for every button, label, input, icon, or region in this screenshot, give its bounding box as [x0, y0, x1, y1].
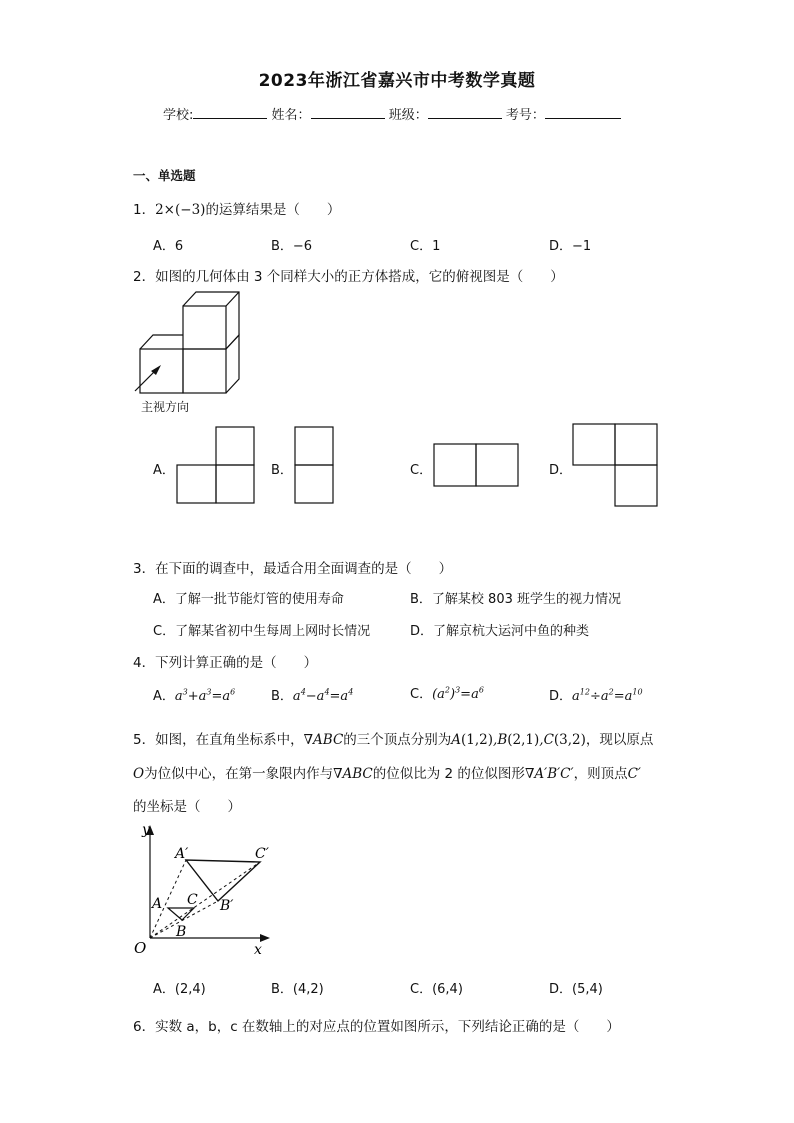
q2-option-b-label[interactable]: B． [271, 463, 293, 478]
q5-triangle-abc: ∇ABC [303, 732, 344, 748]
b-label: B [176, 924, 187, 940]
q4-option-d-label: D． [549, 689, 573, 704]
q3-option-b[interactable]: B．了解某校 803 班学生的视力情况 [410, 592, 621, 607]
class-blank[interactable] [428, 106, 502, 119]
q5-text-1c: ，现以原点 [585, 732, 654, 748]
question-4: 4．下列计算正确的是（ ） [133, 655, 318, 671]
q5-triangle-prime: ∇A′B′C′ [524, 766, 574, 782]
q2-option-a-label[interactable]: A． [153, 463, 175, 478]
q5-option-a[interactable]: A．(2,4) [153, 982, 206, 997]
q3-option-a[interactable]: A．了解一批节能灯管的使用寿命 [153, 592, 344, 607]
q4-option-a[interactable] [153, 685, 235, 704]
q5-text-1a: 5．如图，在直角坐标系中， [133, 732, 304, 748]
q2-option-b-figure[interactable] [294, 426, 336, 506]
q4-option-d[interactable] [549, 685, 643, 704]
origin-label: O [134, 939, 147, 957]
id-blank[interactable] [545, 106, 621, 119]
q3-option-d[interactable]: D．了解京杭大运河中鱼的种类 [410, 624, 590, 639]
c2-label: C′ [255, 846, 269, 862]
q5-option-b[interactable]: B．(4,2) [271, 982, 324, 997]
id-label: 考号： [505, 108, 545, 123]
x-label: x [254, 942, 262, 958]
q1-expression: 2×(−3) [155, 202, 206, 218]
q1-option-d[interactable]: D．−1 [549, 239, 592, 254]
q4-option-d-formula: $a^{12}\div a^2=a^{10}$ [572, 687, 643, 704]
q5-text-1b: 的三个顶点分别为 [343, 732, 452, 748]
student-info-line [163, 104, 621, 123]
q1-option-c[interactable]: C．1 [410, 239, 441, 254]
question-5-line-3: 的坐标是（ ） [133, 799, 241, 815]
q2-option-d-figure[interactable] [572, 423, 660, 509]
q4-option-b-label: B． [271, 689, 293, 704]
q3-option-c[interactable]: C．了解某省初中生每周上网时长情况 [153, 624, 371, 639]
x-axis-arrow [260, 934, 270, 942]
question-1 [133, 198, 340, 218]
q5-vertices: A(1,2),B(2,1),C(3,2) [451, 732, 586, 748]
q5-coordinate-figure [128, 822, 278, 962]
a2-label: A′ [175, 846, 189, 862]
q2-option-c-figure[interactable] [433, 443, 523, 488]
question-2: 2．如图的几何体由 3 个同样大小的正方体搭成，它的俯视图是（ ） [133, 269, 564, 285]
c-label: C [187, 892, 198, 908]
q5-text-2c: ，则顶点 [573, 766, 628, 782]
page-title: 2023年浙江省嘉兴市中考数学真题 [258, 71, 536, 91]
b2-label: B′ [220, 898, 234, 914]
y-label: y [142, 822, 150, 838]
question-3: 3．在下面的调查中，最适合用全面调查的是（ ） [133, 561, 453, 577]
q4-option-b[interactable] [271, 685, 353, 704]
q4-option-c-formula: $(a^2)^3=a^6$ [432, 685, 484, 702]
name-blank[interactable] [311, 106, 385, 119]
q1-option-a[interactable]: A．6 [153, 239, 184, 254]
school-blank[interactable] [193, 106, 267, 119]
q2-option-d-label[interactable]: D． [549, 463, 573, 478]
question-6: 6．实数 a，b，c 在数轴上的对应点的位置如图所示，下列结论正确的是（ ） [133, 1019, 620, 1035]
question-5-line-1 [133, 728, 653, 748]
q5-option-c[interactable]: C．(6,4) [410, 982, 463, 997]
q4-option-c[interactable] [410, 683, 484, 702]
section-heading: 一、单选题 [133, 168, 196, 183]
q4-option-c-label: C． [410, 687, 433, 702]
class-label: 班级： [388, 108, 428, 123]
question-5-line-2 [133, 762, 641, 782]
view-direction-label: 主视方向 [141, 400, 190, 414]
q1-option-b[interactable]: B．−6 [271, 239, 313, 254]
q5-option-d[interactable]: D．(5,4) [549, 982, 603, 997]
q5-text-2a: 为位似中心，在第一象限内作与 [144, 766, 334, 782]
q2-option-c-label[interactable]: C． [410, 463, 433, 478]
q5-origin: O [133, 766, 145, 782]
school-label: 学校: [163, 108, 194, 123]
q2-option-a-figure[interactable] [176, 426, 256, 506]
q4-option-a-formula: $a^3+a^3=a^6$ [174, 687, 236, 704]
q5-c-prime: C′ [627, 766, 641, 782]
q5-text-2b: 的位似比为 2 的位似图形 [372, 766, 525, 782]
a-label: A [152, 896, 163, 912]
q4-option-b-formula: $a^4-a^4=a^4$ [292, 687, 354, 704]
q5-triangle-abc-2: ∇ABC [333, 766, 373, 782]
name-label: 姓名： [271, 108, 311, 123]
q1-number: 1． [133, 202, 156, 218]
q1-text: 的运算结果是（ ） [205, 202, 341, 218]
q4-option-a-label: A． [153, 689, 175, 704]
